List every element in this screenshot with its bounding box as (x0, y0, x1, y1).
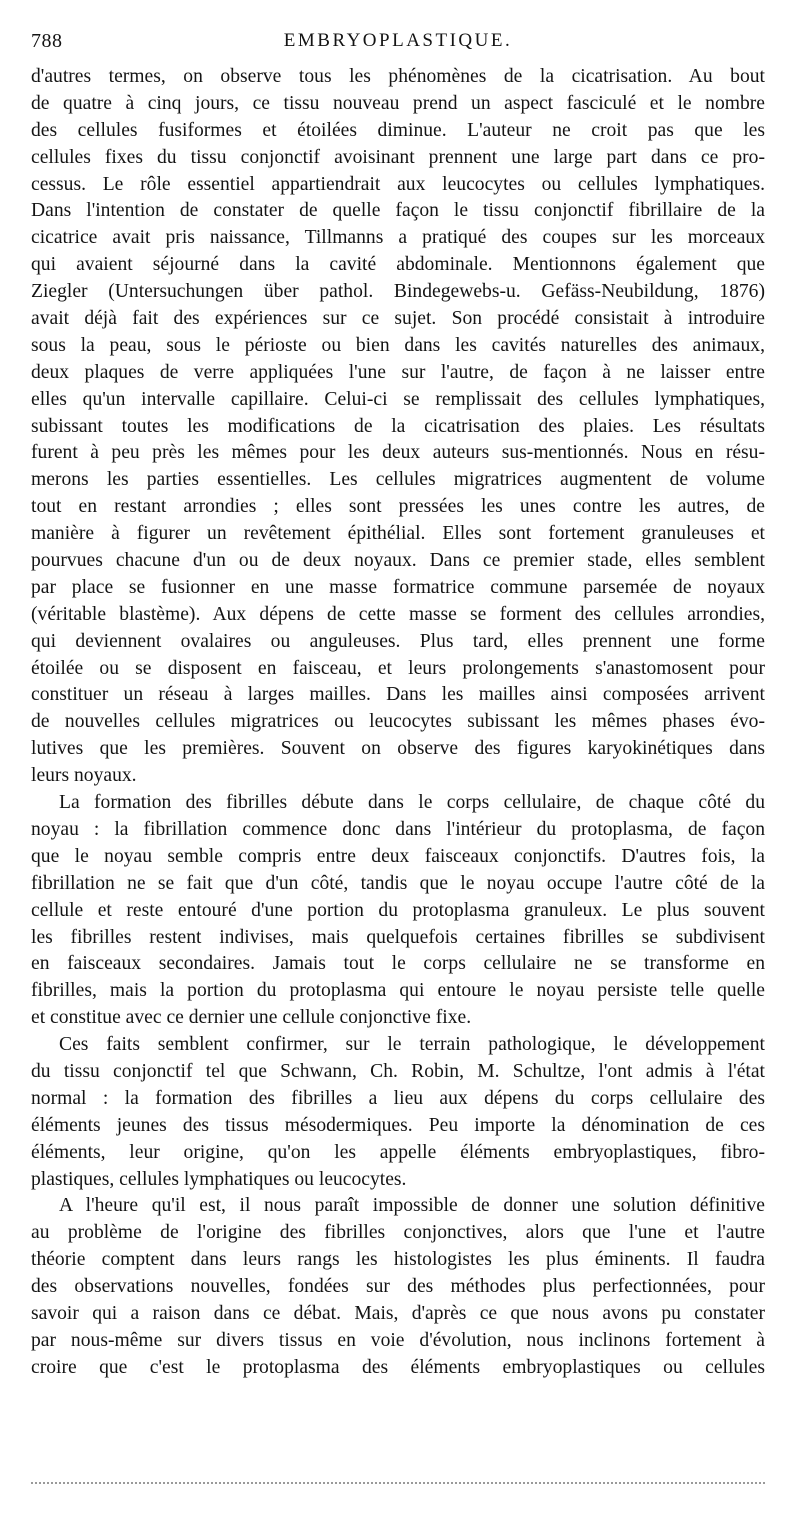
text-line: les fibrilles restent indivises, mais quelquefois certaines fibrilles se subdivisent (31, 926, 765, 948)
text-line: cicatrice avait pris naissance, Tillmanns a pratiqué des coupes sur les morceaux (31, 227, 765, 249)
text-line: lutives que les premières. Souvent on observe des figures karyokinétiques dans (31, 738, 765, 760)
text-line: d'autres termes, on observe tous les phénomènes de la cicatrisation. Au bout (31, 66, 765, 87)
running-head: EMBRYOPLASTIQUE. (283, 30, 513, 51)
text-line: cessus. Le rôle essentiel appartiendrait aux leucocytes ou cellules lymphatiques. (31, 173, 765, 195)
text-line: savoir qui a raison dans ce débat. Mais, d'après ce que nous avons pu constater (31, 1302, 765, 1324)
text-line: des observations nouvelles, fondées sur des méthodes plus perfectionnées, pour (31, 1276, 765, 1298)
text-line: deux plaques de verre appliquées l'une sur l'autre, de façon à ne laisser entre (31, 361, 765, 383)
text-line: croire que c'est le protoplasma des éléments embryoplastiques ou cellules (31, 1356, 765, 1378)
text-line: constituer un réseau à larges mailles. Dans les mailles ainsi composées arrivent (31, 684, 765, 706)
text-line: du tissu conjonctif tel que Schwann, Ch. Robin, M. Schultze, l'ont admis à l'état (31, 1060, 765, 1082)
text-line: de quatre à cinq jours, ce tissu nouveau prend un aspect fasciculé et le nombre (31, 92, 765, 114)
text-line: en faisceaux secondaires. Jamais tout le corps cellulaire ne se transforme en (31, 953, 765, 975)
text-line: tout en restant arrondies ; elles sont pressées les unes contre les autres, de (31, 496, 765, 518)
text-line: normal : la formation des fibrilles a lieu aux dépens du corps cellulaire des (31, 1087, 765, 1109)
text-line: fibrillation ne se fait que d'un côté, tandis que le noyau occupe l'autre côté de la (31, 872, 765, 894)
text-line: subissant toutes les modifications de la cicatrisation des plaies. Les résultats (31, 415, 765, 437)
text-line: cellule et reste entouré d'une portion du protoplasma granuleux. Le plus souvent (31, 899, 765, 921)
text-line: elles qu'un intervalle capillaire. Celui-ci se remplissait des cellules lymphatiques, (31, 388, 765, 410)
page-number: 788 (31, 30, 63, 52)
text-line: manière à figurer un revêtement épithélial. Elles sont fortement granuleuses et (31, 523, 765, 545)
text-line: par nous-même sur divers tissus en voie d'évolution, nous inclinons fortement à (31, 1329, 765, 1351)
text-line: étoilée ou se disposent en faisceau, et leurs prolongements s'anastomosent pour (31, 657, 765, 679)
text-line: cellules fixes du tissu conjonctif avoisinant prennent une large part dans ce pro- (31, 146, 765, 168)
text-line: La formation des fibrilles débute dans le corps cellulaire, de chaque côté du (59, 792, 765, 814)
text-line: plastiques, cellules lymphatiques ou leucocytes. (31, 1168, 407, 1190)
text-line: leurs noyaux. (31, 765, 137, 787)
text-line: sous la peau, sous le périoste ou bien dans les cavités naturelles des animaux, (31, 334, 765, 356)
text-line: A l'heure qu'il est, il nous paraît impossible de donner une solution définitive (59, 1195, 765, 1217)
text-line: furent à peu près les mêmes pour les deux auteurs sus-mentionnés. Nous en résu- (31, 442, 765, 464)
text-line: Ziegler (Untersuchungen über pathol. Bindegewebs-u. Gefäss-Neubildung, 1876) (31, 281, 765, 303)
text-line: par place se fusionner en une masse formatrice commune parsemée de noyaux (31, 576, 765, 598)
text-line: au problème de l'origine des fibrilles conjonctives, alors que l'une et l'autre (31, 1222, 765, 1244)
body-text (31, 64, 765, 1382)
text-line: Dans l'intention de constater de quelle façon le tissu conjonctif fibrillaire de la (31, 200, 765, 222)
text-line: et constitue avec ce dernier une cellule conjonctive fixe. (31, 1007, 472, 1029)
text-line: éléments, leur origine, qu'on les appelle éléments embryoplastiques, fibro- (31, 1141, 765, 1163)
text-line: Ces faits semblent confirmer, sur le terrain pathologique, le développement (59, 1034, 765, 1056)
text-line: qui avaient séjourné dans la cavité abdominale. Mentionnons également que (31, 254, 765, 276)
text-line: qui deviennent ovalaires ou anguleuses. Plus tard, elles prennent une forme (31, 630, 765, 652)
text-line: fibrilles, mais la portion du protoplasma qui entoure le noyau persiste telle quelle (31, 980, 765, 1002)
footer-dotted-rule (31, 1482, 765, 1484)
page-header (31, 30, 765, 56)
text-line: avait déjà fait des expériences sur ce sujet. Son procédé consistait à introduire (31, 308, 765, 330)
text-line: pourvues chacune d'un ou de deux noyaux. Dans ce premier stade, elles semblent (31, 550, 765, 572)
text-line: théorie comptent dans leurs rangs les histologistes les plus éminents. Il faudra (31, 1249, 765, 1271)
text-line: que le noyau semble compris entre deux faisceaux conjonctifs. D'autres fois, la (31, 845, 765, 867)
text-line: noyau : la fibrillation commence donc dans l'intérieur du protoplasma, de façon (31, 818, 765, 840)
text-line: des cellules fusiformes et étoilées diminue. L'auteur ne croit pas que les (31, 119, 765, 141)
text-line: éléments jeunes des tissus mésodermiques. Peu importe la dénomination de ces (31, 1114, 765, 1136)
text-line: de nouvelles cellules migratrices ou leucocytes subissant les mêmes phases évo- (31, 711, 765, 733)
text-line: (véritable blastème). Aux dépens de cette masse se forment des cellules arrondies, (31, 603, 765, 625)
text-line: merons les parties essentielles. Les cellules migratrices augmentent de volume (31, 469, 765, 491)
